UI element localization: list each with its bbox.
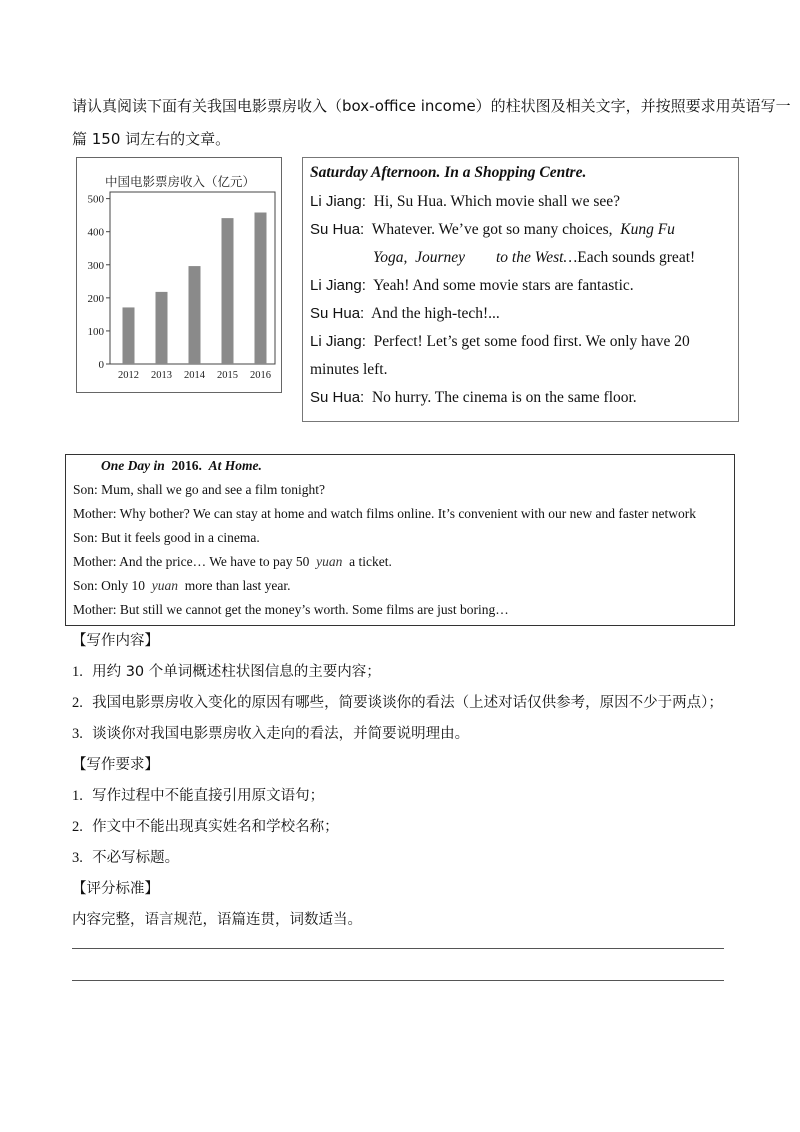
rules-item-1 bbox=[72, 784, 324, 805]
y-tick-label: 400 bbox=[87, 226, 104, 239]
section-header-grading: 【评分标准】 bbox=[72, 881, 159, 897]
dialogue-text: Perfect! Let’s get some food first. We only have 20 bbox=[373, 333, 690, 350]
item-text: 写作过程中不能直接引用原文语句； bbox=[92, 788, 325, 804]
bar-chart bbox=[76, 157, 282, 393]
y-tick-label: 100 bbox=[87, 325, 104, 338]
x-tick-label: 2016 bbox=[250, 370, 271, 381]
dialogue2-line-6: Mother: But still we cannot get the money’s worth. Some films are just boring… bbox=[73, 602, 509, 617]
bar-2014 bbox=[189, 266, 201, 364]
dialogue-shopping-centre bbox=[302, 157, 739, 422]
dialogue1-line-8 bbox=[310, 389, 637, 407]
bar-chart-svg bbox=[77, 158, 283, 394]
bar-2012 bbox=[123, 307, 135, 364]
dialogue1-line-4 bbox=[310, 277, 634, 295]
currency-word: yuan bbox=[151, 578, 179, 593]
speaker-label: Su Hua: bbox=[310, 221, 365, 238]
dialogue2-line-2: Mother: Why bother? We can stay at home and watch films online. It’s convenient with our new and faster network bbox=[73, 506, 696, 521]
dialogue1-line-3 bbox=[373, 249, 695, 267]
dialogue1-line-6 bbox=[310, 333, 690, 351]
item-number: 2. bbox=[72, 695, 83, 711]
heading-part: At Home. bbox=[208, 458, 262, 473]
answer-line bbox=[72, 948, 724, 949]
section-header-content: 【写作内容】 bbox=[72, 633, 159, 649]
y-tick-label: 0 bbox=[98, 359, 104, 371]
item-text: 用约 30 个单词概述柱状图信息的主要内容； bbox=[92, 664, 381, 680]
dialogue1-line-7 bbox=[310, 361, 388, 379]
dialogue-text: Each sounds great! bbox=[577, 249, 696, 266]
bar-2013 bbox=[156, 292, 168, 364]
dialogue-text: Hi, Su Hua. Which movie shall we see? bbox=[373, 193, 620, 210]
dialogue2-line-3: Son: But it feels good in a cinema. bbox=[73, 530, 260, 545]
dialogue2-line-5 bbox=[73, 578, 290, 594]
dialogue-text: Son: Only 10 bbox=[73, 578, 146, 593]
y-tick-label: 500 bbox=[87, 193, 104, 206]
chart-title: 中国电影票房收入（亿元） bbox=[104, 174, 256, 189]
y-tick-label: 300 bbox=[87, 259, 104, 272]
rules-item-3 bbox=[72, 846, 179, 867]
bar-2016 bbox=[255, 213, 267, 364]
x-tick-label: 2014 bbox=[184, 370, 205, 381]
dialogue-text: minutes left. bbox=[310, 361, 388, 378]
y-tick-label: 200 bbox=[87, 292, 104, 305]
item-number: 2. bbox=[72, 819, 83, 835]
dialogue2-line-1: Son: Mum, shall we go and see a film tonight? bbox=[73, 482, 325, 497]
heading-part: One Day in bbox=[101, 458, 165, 473]
item-text: 作文中不能出现真实姓名和学校名称； bbox=[92, 819, 339, 835]
intro-line-1: 请认真阅读下面有关我国电影票房收入（box-office income）的柱状图及相关文字，并按照要求用英语写一 bbox=[72, 97, 791, 115]
x-tick-label: 2013 bbox=[151, 370, 172, 381]
item-number: 3. bbox=[72, 726, 83, 742]
dialogue2-heading bbox=[101, 458, 262, 474]
dialogue-text: a ticket. bbox=[349, 554, 392, 569]
content-item-2 bbox=[72, 691, 723, 712]
dialogue1-line-5 bbox=[310, 305, 500, 323]
rules-item-2 bbox=[72, 815, 339, 836]
speaker-label: Su Hua: bbox=[310, 389, 365, 406]
grading-text: 内容完整，语言规范，语篇连贯，词数适当。 bbox=[72, 912, 362, 928]
item-text: 不必写标题。 bbox=[92, 850, 180, 866]
content-item-1 bbox=[72, 660, 381, 681]
item-number: 1. bbox=[72, 664, 83, 680]
dialogue-text: more than last year. bbox=[184, 578, 291, 593]
dialogue1-line-2 bbox=[310, 221, 675, 239]
speaker-label: Li Jiang: bbox=[310, 333, 366, 350]
currency-word: yuan bbox=[316, 554, 343, 569]
movie-title: Kung Fu bbox=[620, 221, 675, 238]
item-text: 谈谈你对我国电影票房收入走向的看法，并简要说明理由。 bbox=[92, 726, 470, 742]
speaker-label: Li Jiang: bbox=[310, 193, 366, 210]
dialogue-text: Whatever. We’ve got so many choices, bbox=[371, 221, 613, 238]
answer-line bbox=[72, 980, 724, 981]
dialogue-text: Mother: And the price… We have to pay 50 bbox=[73, 554, 310, 569]
x-tick-label: 2015 bbox=[217, 370, 238, 381]
x-tick-label: 2012 bbox=[118, 370, 139, 381]
dialogue2-line-4 bbox=[73, 554, 392, 570]
movie-title: Yoga, Journey to the West… bbox=[373, 249, 578, 266]
dialogue1-line-1 bbox=[310, 193, 620, 211]
item-text: 我国电影票房收入变化的原因有哪些，简要谈谈你的看法（上述对话仅供参考，原因不少于两点）； bbox=[92, 695, 723, 711]
speaker-label: Su Hua: bbox=[310, 305, 365, 322]
item-number: 3. bbox=[72, 850, 83, 866]
section-header-rules: 【写作要求】 bbox=[72, 757, 159, 773]
dialogue-text: And the high-tech!... bbox=[371, 305, 500, 322]
bar-2015 bbox=[222, 218, 234, 364]
dialogue-at-home bbox=[65, 454, 735, 626]
dialogue-text: Yeah! And some movie stars are fantastic. bbox=[373, 277, 634, 294]
item-number: 1. bbox=[72, 788, 83, 804]
dialogue-text: No hurry. The cinema is on the same floor. bbox=[371, 389, 637, 406]
speaker-label: Li Jiang: bbox=[310, 277, 366, 294]
heading-year: 2016. bbox=[171, 458, 202, 473]
content-item-3 bbox=[72, 722, 469, 743]
dialogue1-heading: Saturday Afternoon. In a Shopping Centre. bbox=[310, 164, 587, 181]
intro-line-2: 篇 150 词左右的文章。 bbox=[72, 130, 231, 148]
